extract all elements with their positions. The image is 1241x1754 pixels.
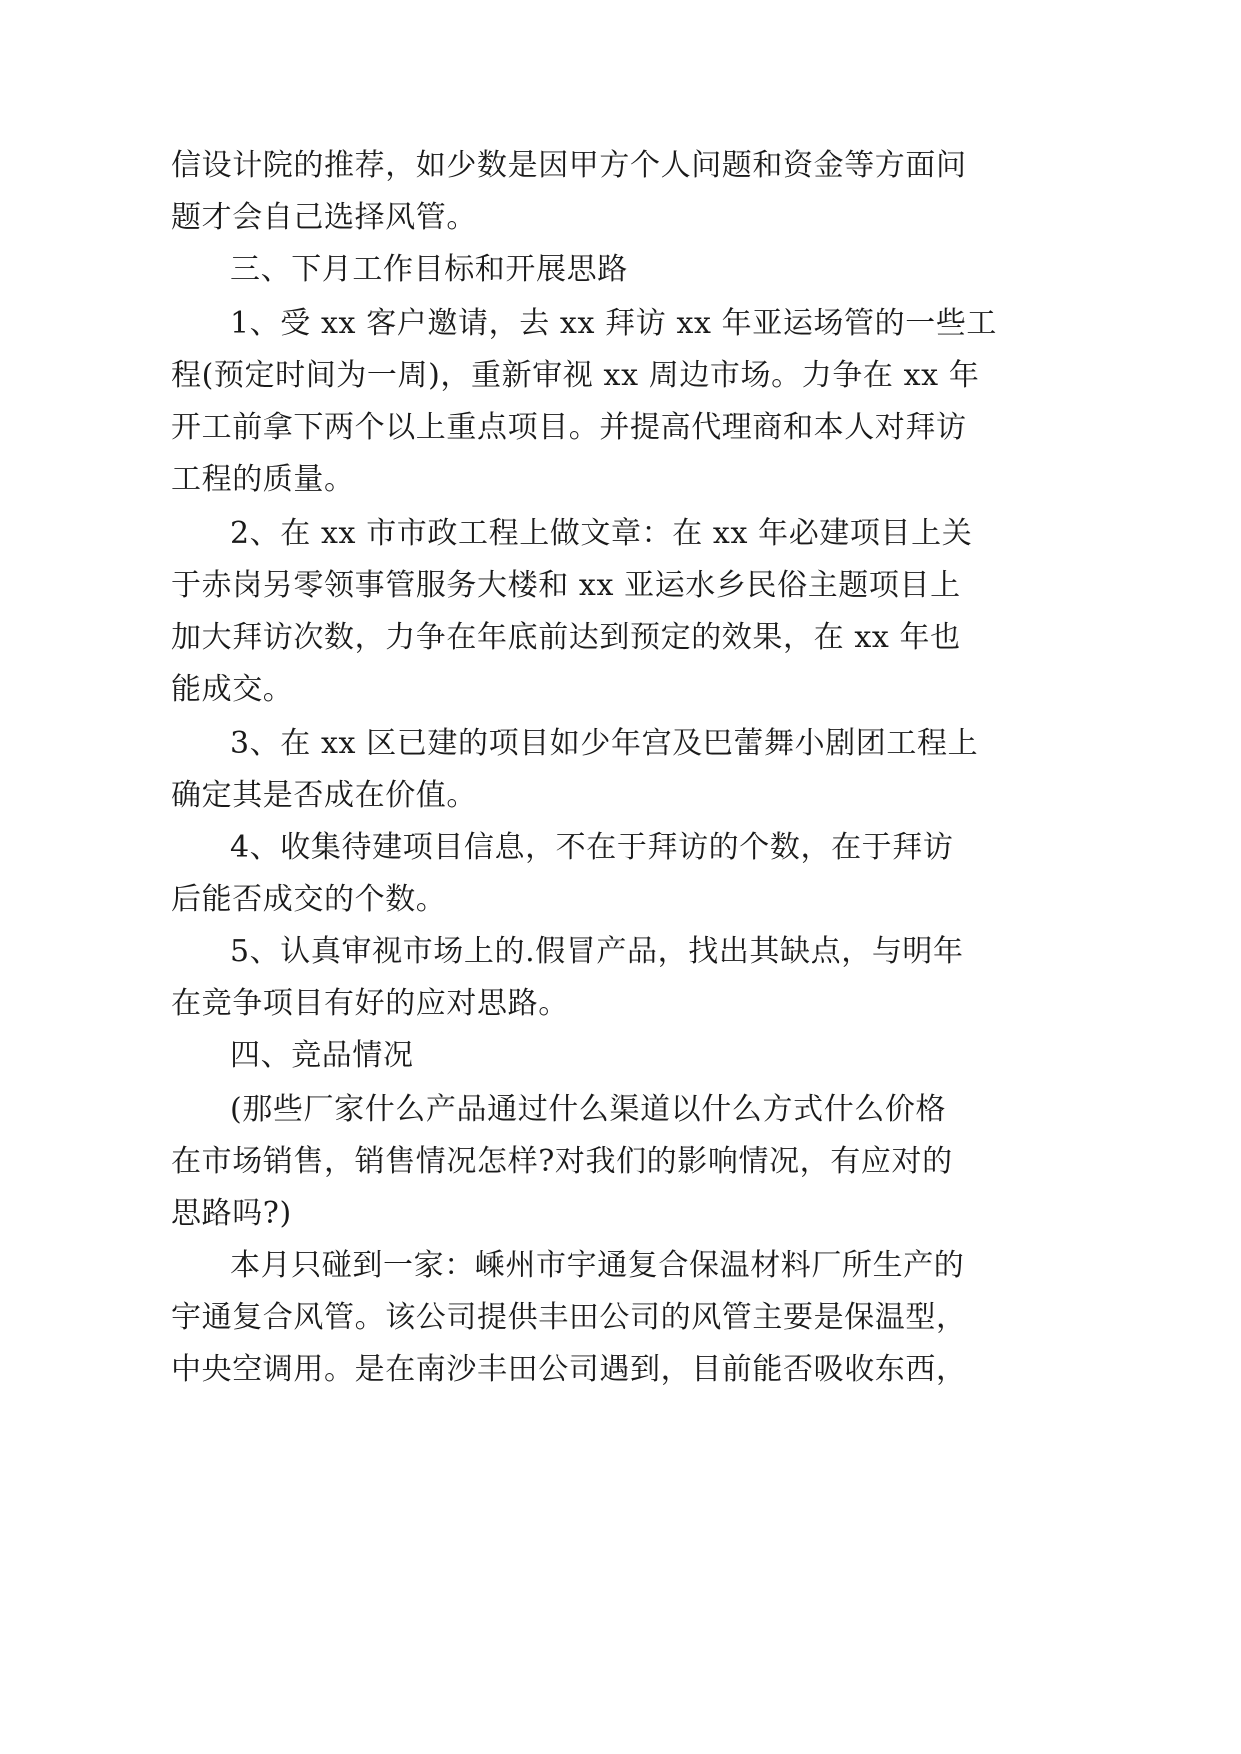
text-line: (那些厂家什么产品通过什么渠道以什么方式什么价格 (230, 1092, 947, 1127)
text-line: 确定其是否成在价值。 (171, 778, 477, 813)
text-line: 中央空调用。是在南沙丰田公司遇到，目前能否吸收东西， (171, 1352, 967, 1387)
text-line: 宇通复合风管。该公司提供丰田公司的风管主要是保温型， (171, 1300, 967, 1335)
text-line: 在市场销售，销售情况怎样?对我们的影响情况，有应对的 (171, 1144, 953, 1179)
text-line: 1、受 xx 客户邀请，去 xx 拜访 xx 年亚运场管的一些工 (230, 306, 998, 341)
text-line: 5、认真审视市场上的.假冒产品，找出其缺点，与明年 (230, 934, 964, 969)
text-line: 能成交。 (171, 672, 294, 707)
text-line: 于赤岗另零领事管服务大楼和 xx 亚运水乡民俗主题项目上 (171, 568, 961, 603)
text-line: 工程的质量。 (171, 462, 355, 497)
text-line: 4、收集待建项目信息，不在于拜访的个数，在于拜访 (230, 830, 954, 865)
section-heading: 四、竞品情况 (230, 1038, 414, 1073)
section-heading: 三、下月工作目标和开展思路 (230, 252, 628, 287)
text-line: 思路吗?) (171, 1196, 292, 1231)
text-line: 本月只碰到一家：嵊州市宇通复合保温材料厂所生产的 (230, 1248, 965, 1283)
text-line: 信设计院的推荐，如少数是因甲方个人问题和资金等方面问 (171, 148, 967, 183)
text-line: 题才会自己选择风管。 (171, 200, 477, 235)
text-line: 后能否成交的个数。 (171, 882, 447, 917)
text-line: 程(预定时间为一周)，重新审视 xx 周边市场。力争在 xx 年 (171, 358, 980, 393)
text-line: 开工前拿下两个以上重点项目。并提高代理商和本人对拜访 (171, 410, 967, 445)
text-line: 3、在 xx 区已建的项目如少年宫及巴蕾舞小剧团工程上 (230, 726, 979, 761)
text-line: 加大拜访次数，力争在年底前达到预定的效果，在 xx 年也 (171, 620, 961, 655)
text-line: 2、在 xx 市市政工程上做文章：在 xx 年必建项目上关 (230, 516, 973, 551)
text-line: 在竞争项目有好的应对思路。 (171, 986, 569, 1021)
